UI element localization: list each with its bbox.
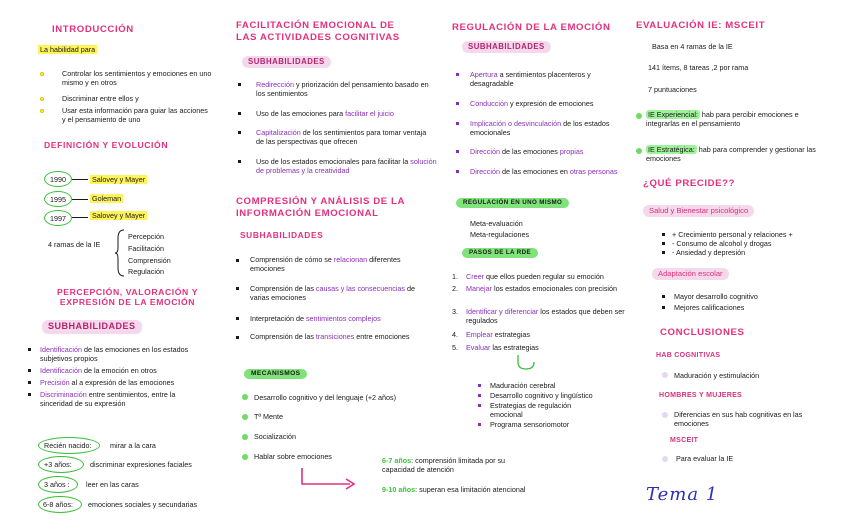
comprehension-title: COMPRESIÓN Y ANÁLISIS DE LA INFORMACIÓN EMOCIONAL <box>236 196 405 219</box>
mechanism-item: Tª Mente <box>254 412 284 421</box>
evaluation-title: EVALUACIÓN IE: MSCEIT <box>636 20 766 31</box>
bullet-icon <box>238 160 241 163</box>
step-item: Manejar los estados emocionales con precisión <box>466 284 618 293</box>
step-item: Creer que ellos pueden regular su emoción <box>466 272 604 281</box>
regulation-item: Apertura a sentimientos placenteros y desagradable <box>470 70 591 89</box>
evaluation-item: 141 ítems, 8 tareas ,2 por rama <box>648 63 749 72</box>
subskill-item: Precisión al a expresión de las emociones <box>40 378 175 387</box>
bullet-icon <box>28 369 31 372</box>
handwritten-signature: Tema 1 <box>646 484 719 505</box>
cognitive-title: HAB COGNITIVAS <box>656 352 721 359</box>
facilitation-title: FACILITACIÓN EMOCIONAL DE LAS ACTIVIDADES COGNITIVAS <box>236 20 400 43</box>
facilitation-subtitle: SUBHABILIDADES <box>242 56 331 68</box>
bullet-icon <box>662 233 665 236</box>
comprehension-item: Comprensión de las causas y las consecuencias de varias emociones <box>250 284 416 303</box>
comprehension-subtitle: SUBHABILIDADES <box>240 230 324 240</box>
bullet-icon <box>636 113 642 119</box>
mechanism-item: Socialización <box>254 432 296 441</box>
bullet-icon <box>242 434 248 440</box>
facilitation-item: Uso de las emociones para facilitar el juicio <box>256 109 394 118</box>
factor-item: Estrategias de regulación emocional <box>490 401 572 420</box>
school-item: Mejores calificaciones <box>674 303 745 312</box>
age-label: 3 años : <box>44 480 70 489</box>
step-number: 2. <box>452 284 458 293</box>
bullet-icon <box>28 381 31 384</box>
facilitation-item: Redirección y priorización del pensamiento basado en los sentimientos <box>256 80 429 99</box>
evaluation-item: 7 puntuaciones <box>648 85 697 94</box>
timeline-connector <box>72 217 88 218</box>
bullet-icon <box>238 83 241 86</box>
bullet-icon <box>28 348 31 351</box>
step-item: Emplear estrategias <box>466 330 530 339</box>
msceit-item: Para evaluar la IE <box>676 454 734 463</box>
bullet-icon <box>662 251 665 254</box>
branch-item: Facilitación <box>128 244 164 253</box>
bullet-icon <box>236 317 239 320</box>
comprehension-item: Comprensión de cómo se relacionan diferentes emociones <box>250 255 401 274</box>
facilitation-item: Uso de los estados emocionales para facilitar la solución de problemas y la creatividad <box>256 157 437 176</box>
mechanism-item: Desarrollo cognitivo y del lenguaje (+2 años) <box>254 393 397 402</box>
mechanism-item: Hablar sobre emociones <box>254 452 332 461</box>
definition-title: DEFINICIÓN Y EVOLUCIÓN <box>44 140 169 150</box>
subskill-item: Discriminación entre sentimientos, entre la sinceridad de su expresión <box>40 390 176 409</box>
self-regulation-title: REGULACIÓN EN UNO MISMO <box>456 198 569 208</box>
bullet-icon <box>636 148 642 154</box>
regulation-item: Implicación o desvinculación de los estados emocionales <box>470 119 610 138</box>
timeline-name: Goleman <box>92 194 122 203</box>
experiential-ie: IE Experiencial: hab para percibir emociones e integrarlas en el pensamiento <box>646 110 799 129</box>
intro-title: INTRODUCCIÓN <box>52 24 134 35</box>
regulation-item: Dirección de las emociones en otras personas <box>470 167 618 176</box>
bullet-icon <box>478 404 481 407</box>
curve-arrow-icon <box>514 354 538 372</box>
gender-title: HOMBRES Y MUJERES <box>659 392 743 399</box>
strategic-ie: IE Estratégica: hab para comprender y gestionar las emociones <box>646 145 816 164</box>
predicts-title: ¿QUÉ PRECIDE?? <box>643 178 736 189</box>
cognitive-item: Maduración y estimulación <box>674 371 760 380</box>
timeline-connector <box>72 199 88 200</box>
wellbeing-item: + Crecimiento personal y relaciones + <box>672 230 793 239</box>
branch-item: Regulación <box>128 267 164 276</box>
timeline-year: 1995 <box>50 195 66 204</box>
school-item: Mayor desarrollo cognitivo <box>674 292 758 301</box>
branches-label: 4 ramas de la IE <box>48 240 101 249</box>
intro-item: Controlar los sentimientos y emociones en uno mismo y en otros <box>62 69 212 88</box>
bullet-icon <box>40 97 44 101</box>
gender-item: Diferencias en sus hab cognitivas en las emociones <box>674 410 803 429</box>
age-text: mirar a la cara <box>110 441 156 450</box>
comprehension-item: Interpretación de sentimientos complejos <box>250 314 381 323</box>
perception-subtitle: SUBHABILIDADES <box>42 320 142 334</box>
age-text: emociones sociales y secundarias <box>88 500 198 509</box>
facilitation-item: Capitalización de los sentimientos para tomar ventaja de las perspectivas que ofrecen <box>256 128 427 147</box>
age-label: 6-8 años: <box>43 500 73 509</box>
school-title: Adaptación escolar <box>652 268 729 280</box>
age-text: leer en las caras <box>86 480 139 489</box>
regulation-item: Dirección de las emociones propias <box>470 147 584 156</box>
age-note: 9-10 años: superan esa limitación atencional <box>382 485 526 494</box>
step-number: 4. <box>452 330 458 339</box>
age-label: +3 años: <box>44 460 72 469</box>
brace-icon <box>114 228 126 278</box>
msceit-title: MSCEIT <box>670 437 699 444</box>
step-item: Identificar y diferenciar los estados que deben ser regulados <box>466 307 625 326</box>
bullet-icon <box>40 109 44 113</box>
timeline-year: 1997 <box>50 214 66 223</box>
bullet-icon <box>242 414 248 420</box>
regulation-item: Conducción y expresión de emociones <box>470 99 594 108</box>
subskill-item: Identificación de la emoción en otros <box>40 366 157 375</box>
self-regulation-item: Meta-regulaciones <box>470 230 530 239</box>
bullet-icon <box>662 412 668 418</box>
bullet-icon <box>28 393 31 396</box>
conclusions-title: CONCLUSIONES <box>660 327 745 338</box>
bullet-icon <box>236 259 239 262</box>
bullet-icon <box>478 384 481 387</box>
regulation-title: REGULACIÓN DE LA EMOCIÓN <box>452 22 611 33</box>
bullet-icon <box>238 131 241 134</box>
intro-item: Discriminar entre ellos y <box>62 94 139 103</box>
bullet-icon <box>456 102 459 105</box>
age-text: discriminar expresiones faciales <box>90 460 192 469</box>
age-label: Recién nacido: <box>44 441 92 450</box>
timeline-year: 1990 <box>50 175 66 184</box>
timeline-name: Salovey y Mayer <box>92 211 146 220</box>
branch-item: Percepción <box>128 232 164 241</box>
step-number: 3. <box>452 307 458 316</box>
step-number: 5. <box>452 343 458 352</box>
bullet-icon <box>456 73 459 76</box>
factor-item: Desarrollo cognitivo y lingüístico <box>490 391 593 400</box>
bullet-icon <box>456 150 459 153</box>
branch-item: Comprensión <box>128 256 171 265</box>
timeline-connector <box>72 179 88 180</box>
factor-item: Maduración cerebral <box>490 381 556 390</box>
arrow-icon <box>300 466 360 490</box>
bullet-icon <box>40 72 44 76</box>
step-item: Evaluar las estrategias <box>466 343 539 352</box>
bullet-icon <box>662 306 665 309</box>
bullet-icon <box>456 122 459 125</box>
timeline-name: Salovey y Mayer <box>92 175 146 184</box>
bullet-icon <box>662 295 665 298</box>
bullet-icon <box>478 423 481 426</box>
self-regulation-item: Meta-evaluación <box>470 219 523 228</box>
step-number: 1. <box>452 272 458 281</box>
mechanisms-title: MECANISMOS <box>244 369 307 379</box>
bullet-icon <box>242 454 248 460</box>
factor-item: Programa sensoriomotor <box>490 420 570 429</box>
bullet-icon <box>242 394 248 400</box>
bullet-icon <box>662 456 668 462</box>
bullet-icon <box>662 242 665 245</box>
bullet-icon <box>236 336 239 339</box>
wellbeing-item: - Consumo de alcohol y drogas <box>672 239 772 248</box>
bullet-icon <box>238 112 241 115</box>
bullet-icon <box>478 394 481 397</box>
comprehension-item: Comprensión de las transiciones entre emociones <box>250 332 410 341</box>
wellbeing-item: - Ansiedad y depresión <box>672 248 746 257</box>
perception-title: PERCEPCIÓN, VALORACIÓN Y EXPRESIÓN DE LA EMOCIÓN <box>56 287 199 308</box>
bullet-icon <box>662 372 668 378</box>
intro-label: La habilidad para <box>40 45 96 54</box>
intro-item: Usar esta información para guiar las acciones y el pensamiento de uno <box>62 106 208 125</box>
age-note: 6-7 años: comprensión limitada por su capacidad de atención <box>382 456 506 475</box>
regulation-subtitle: SUBHABILIDADES <box>462 41 551 53</box>
bullet-icon <box>236 287 239 290</box>
subskill-item: Identificación de las emociones en los estados subjetivos propios <box>40 345 189 364</box>
bullet-icon <box>456 170 459 173</box>
wellbeing-title: Salud y Bienestar psicológico <box>643 205 754 217</box>
steps-title: PASOS DE LA RDE <box>462 248 538 258</box>
evaluation-item: Basa en 4 ramas de la IE <box>652 42 733 51</box>
